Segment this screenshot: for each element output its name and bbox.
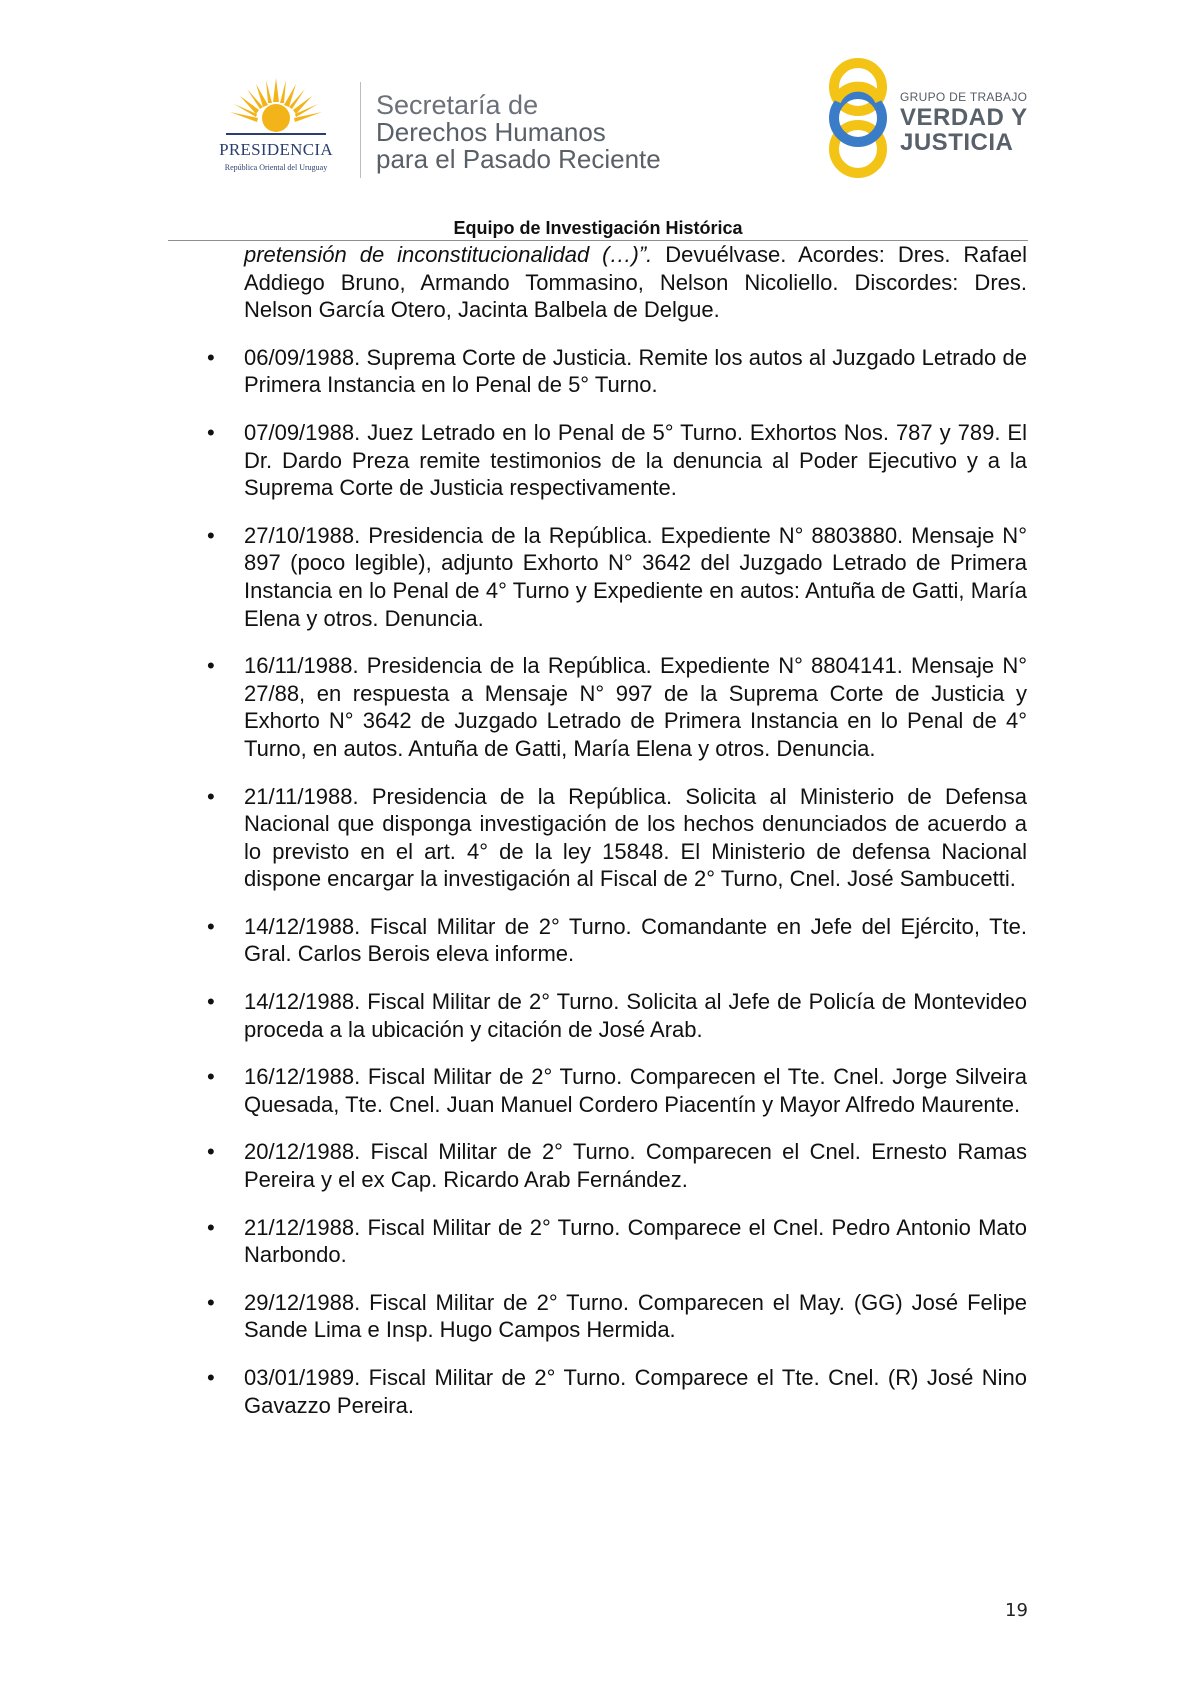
- secretaria-title: [376, 92, 661, 173]
- list-item: [207, 1289, 1027, 1344]
- rings-icon: [822, 56, 894, 180]
- secretaria-line3: para el Pasado Reciente: [376, 144, 661, 174]
- sun-icon: [226, 78, 326, 140]
- grupo-trabajo-label: GRUPO DE TRABAJO: [900, 90, 1028, 104]
- bullet-icon: •: [207, 419, 215, 445]
- bullet-icon: •: [207, 344, 215, 370]
- bullet-icon: •: [207, 1365, 215, 1390]
- event-text: 03/01/1989. Fiscal Militar de 2° Turno. Comparece el Tte. Cnel. (R) José Nino Gavazzo Pereira.: [244, 1365, 1027, 1418]
- bullet-icon: •: [207, 1289, 215, 1315]
- intro-italic-text: pretensión de inconstitucionalidad (…)”.: [244, 242, 653, 267]
- list-item: [207, 419, 1027, 502]
- list-item: [207, 1364, 1027, 1419]
- grupo-trabajo-logo: [822, 56, 1032, 180]
- bullet-icon: •: [207, 783, 215, 809]
- bullet-icon: •: [207, 913, 215, 939]
- event-text: 20/12/1988. Fiscal Militar de 2° Turno. Comparecen el Cnel. Ernesto Ramas Pereira y el ex Cap. Ricardo Arab Fernández.: [244, 1139, 1027, 1193]
- bullet-icon: •: [207, 522, 215, 548]
- list-item: [207, 988, 1027, 1043]
- bullet-icon: •: [207, 1064, 215, 1090]
- presidencia-title: PRESIDENCIA: [219, 140, 333, 159]
- intro-text: Devuélvase. Acordes: Dres. Rafael Addiego Bruno, Armando Tommasino, Nelson Nicoliello. Discordes: Dres. Nelson García Otero, Jacinta Balbela de Delgue.: [244, 242, 1028, 323]
- list-item: [207, 783, 1027, 893]
- list-item: [207, 1063, 1027, 1118]
- bullet-icon: •: [207, 989, 215, 1015]
- list-item: [207, 1138, 1027, 1193]
- secretaria-line1: Secretaría de: [376, 90, 539, 120]
- team-title: Equipo de Investigación Histórica: [453, 218, 743, 238]
- intro-paragraph: [244, 241, 1027, 324]
- list-item: [207, 1214, 1027, 1269]
- list-item: [207, 913, 1027, 968]
- header-divider: [360, 82, 361, 178]
- list-item: [207, 652, 1027, 762]
- event-text: 27/10/1988. Presidencia de la República. Expediente N° 8803880. Mensaje N° 897 (poco legible), adjunto Exhorto N° 3642 del Juzgado Letrado de Primera Instancia en lo Penal de 4° Turno y Expediente en autos: Antuña de Gatti, María Elena y otros. Denuncia.: [244, 522, 1027, 631]
- event-text: 06/09/1988. Suprema Corte de Justicia. Remite los autos al Juzgado Letrado de Primera Instancia en lo Penal de 5° Turno.: [244, 344, 1027, 398]
- event-text: 14/12/1988. Fiscal Militar de 2° Turno. Comandante en Jefe del Ejército, Tte. Gral. Carlos Berois eleva informe.: [244, 913, 1027, 967]
- event-text: 16/11/1988. Presidencia de la República. Expediente N° 8804141. Mensaje N° 27/88, en respuesta a Mensaje N° 997 de la Suprema Corte de Justicia y Exhorto N° 3642 de Juzgado Letrado de Primera Instancia en lo Penal de 4° Turno, en autos. Antuña de Gatti, María Elena y otros. Denuncia.: [244, 653, 1027, 761]
- event-text: 21/11/1988. Presidencia de la República. Solicita al Ministerio de Defensa Nacional que disponga investigación de los hechos denunciados de acuerdo a lo previsto en el art. 4° de la ley 15848. El Ministerio de defensa Nacional dispone encargar la investigación al Fiscal de 2° Turno, Cnel. José Sambucetti.: [244, 783, 1027, 892]
- event-text: 21/12/1988. Fiscal Militar de 2° Turno. Comparece el Cnel. Pedro Antonio Mato Narbondo.: [244, 1214, 1027, 1268]
- event-text: 07/09/1988. Juez Letrado en lo Penal de 5° Turno. Exhortos Nos. 787 y 789. El Dr. Dardo Preza remite testimonios de la denuncia al Poder Ejecutivo y a la Suprema Corte de Justicia respectivamente.: [244, 419, 1027, 501]
- secretaria-line2: Derechos Humanos: [376, 117, 606, 147]
- bullet-icon: •: [207, 1214, 215, 1240]
- page-number: 19: [1005, 1600, 1028, 1621]
- event-text: 29/12/1988. Fiscal Militar de 2° Turno. Comparecen el May. (GG) José Felipe Sande Lima e Insp. Hugo Campos Hermida.: [244, 1289, 1027, 1343]
- list-item: [207, 522, 1027, 632]
- event-list: [207, 344, 1027, 1419]
- bullet-icon: •: [207, 653, 215, 679]
- list-item: [207, 344, 1027, 399]
- presidencia-logo: [196, 78, 356, 176]
- justicia-label: JUSTICIA: [900, 129, 1014, 156]
- verdad-label: VERDAD Y: [900, 104, 1028, 131]
- event-text: 16/12/1988. Fiscal Militar de 2° Turno. Comparecen el Tte. Cnel. Jorge Silveira Quesada, Tte. Cnel. Juan Manuel Cordero Piacentín y Mayor Alfredo Maurente.: [244, 1064, 1027, 1117]
- document-body: [207, 241, 1028, 1439]
- event-text: 14/12/1988. Fiscal Militar de 2° Turno. Solicita al Jefe de Policía de Montevideo proceda a la ubicación y citación de José Arab.: [244, 989, 1027, 1042]
- presidencia-subtitle: República Oriental del Uruguay: [224, 163, 328, 172]
- bullet-icon: •: [207, 1139, 215, 1165]
